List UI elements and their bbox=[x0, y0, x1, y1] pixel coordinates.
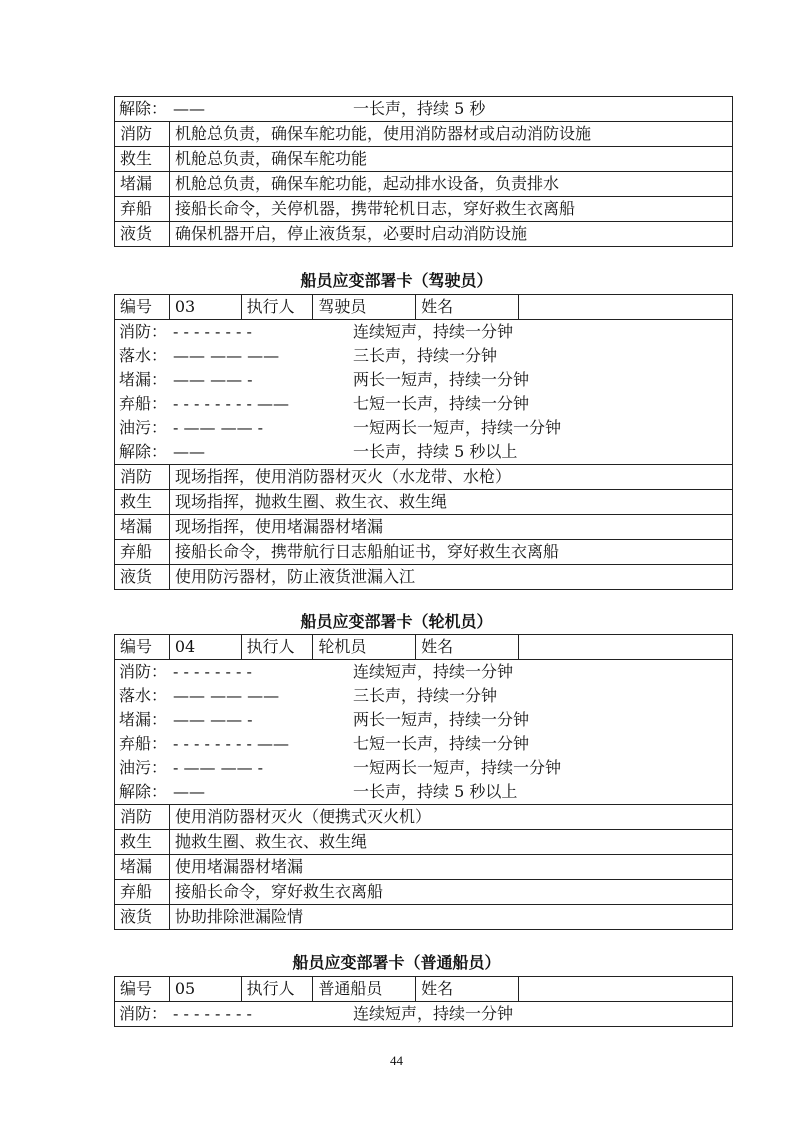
signal-label: 油污： bbox=[119, 758, 168, 777]
signal-pattern: —— —— —— bbox=[173, 686, 280, 705]
duty-label: 消防 bbox=[120, 467, 153, 486]
card-title: 船员应变部署卡（普通船员） bbox=[292, 953, 501, 972]
duty-label: 液货 bbox=[120, 224, 153, 243]
signal-pattern: —— bbox=[173, 782, 205, 801]
duty-label: 液货 bbox=[120, 567, 153, 586]
duty-label: 救生 bbox=[120, 832, 153, 851]
signal-pattern: —— bbox=[173, 442, 205, 461]
signal-description: 两长一短声，持续一分钟 bbox=[353, 370, 530, 389]
duty-label: 消防 bbox=[120, 807, 153, 826]
duty-row bbox=[115, 146, 732, 171]
duty-row bbox=[115, 196, 732, 221]
name-label: 姓名 bbox=[415, 977, 518, 1001]
duty-text: 接船长命令，携带航行日志船舶证书，穿好救生衣离船 bbox=[169, 540, 732, 564]
signal-description: 一长声，持续 5 秒以上 bbox=[353, 782, 518, 801]
card-header-row bbox=[115, 295, 732, 319]
duty-label: 消防 bbox=[120, 124, 153, 143]
duty-label: 液货 bbox=[120, 907, 153, 926]
signal-label: 油污： bbox=[119, 418, 168, 437]
duty-row bbox=[115, 464, 732, 489]
alarm-signal-block bbox=[115, 97, 732, 121]
duty-text: 现场指挥，使用消防器材灭火（水龙带、水枪） bbox=[169, 465, 732, 489]
card-header-row bbox=[115, 977, 732, 1001]
executor-value: 普通船员 bbox=[312, 977, 415, 1001]
signal-description: 七短一长声，持续一分钟 bbox=[353, 394, 530, 413]
duty-row bbox=[115, 121, 732, 146]
duty-label: 弃船 bbox=[120, 199, 153, 218]
signal-label: 解除： bbox=[119, 99, 168, 118]
duty-row bbox=[115, 804, 732, 829]
duty-text: 现场指挥，抛救生圈、救生衣、救生绳 bbox=[169, 490, 732, 514]
alarm-signal-line bbox=[115, 368, 732, 392]
duty-row bbox=[115, 514, 732, 539]
duty-row bbox=[115, 854, 732, 879]
name-label: 姓名 bbox=[415, 635, 518, 659]
duty-label: 堵漏 bbox=[120, 517, 153, 536]
duty-text: 接船长命令，关停机器，携带轮机日志，穿好救生衣离船 bbox=[169, 197, 732, 221]
duty-text: 机舱总负责，确保车舵功能 bbox=[169, 147, 732, 171]
card-title: 船员应变部署卡（轮机员） bbox=[300, 612, 493, 631]
executor-value: 驾驶员 bbox=[312, 295, 415, 319]
alarm-signal-line bbox=[115, 344, 732, 368]
card-title: 船员应变部署卡（驾驶员） bbox=[300, 271, 493, 290]
duty-text: 协助排除泄漏险情 bbox=[169, 905, 732, 929]
alarm-signal-line bbox=[115, 320, 732, 344]
duty-label: 弃船 bbox=[120, 882, 153, 901]
duty-label: 救生 bbox=[120, 149, 153, 168]
number-label: 编号 bbox=[120, 637, 153, 656]
executor-label: 执行人 bbox=[241, 977, 313, 1001]
duty-row bbox=[115, 539, 732, 564]
duty-label: 堵漏 bbox=[120, 857, 153, 876]
signal-description: 三长声，持续一分钟 bbox=[353, 346, 498, 365]
duty-row bbox=[115, 829, 732, 854]
duty-row bbox=[115, 171, 732, 196]
duty-text: 抛救生圈、救生衣、救生绳 bbox=[169, 830, 732, 854]
muster-card-table bbox=[114, 634, 733, 930]
signal-pattern: —— —— - bbox=[173, 710, 253, 729]
signal-pattern: —— —— - bbox=[173, 370, 253, 389]
signal-pattern: - - - - - - - - bbox=[173, 1004, 252, 1023]
alarm-signal-line bbox=[115, 1002, 732, 1026]
duty-text: 使用消防器材灭火（便携式灭火机） bbox=[169, 805, 732, 829]
duty-label: 救生 bbox=[120, 492, 153, 511]
card-header-row bbox=[115, 635, 732, 659]
signal-label: 落水： bbox=[119, 346, 168, 365]
signal-description: 连续短声，持续一分钟 bbox=[353, 322, 514, 341]
signal-pattern: - - - - - - - - —— bbox=[173, 734, 289, 753]
signal-label: 解除： bbox=[119, 782, 168, 801]
signal-pattern: - - - - - - - - bbox=[173, 662, 252, 681]
alarm-signal-line bbox=[115, 684, 732, 708]
signal-pattern: —— —— —— bbox=[173, 346, 280, 365]
duty-row bbox=[115, 221, 732, 246]
duty-text: 机舱总负责，确保车舵功能，起动排水设备，负责排水 bbox=[169, 172, 732, 196]
signal-pattern: —— bbox=[173, 99, 205, 118]
alarm-signal-line bbox=[115, 756, 732, 780]
alarm-signal-line bbox=[115, 660, 732, 684]
duty-row bbox=[115, 879, 732, 904]
page-number: 44 bbox=[390, 1053, 403, 1068]
signal-description: 两长一短声，持续一分钟 bbox=[353, 710, 530, 729]
name-value bbox=[518, 295, 732, 319]
duty-row bbox=[115, 489, 732, 514]
executor-label: 执行人 bbox=[241, 295, 313, 319]
signal-description: 连续短声，持续一分钟 bbox=[353, 1004, 514, 1023]
alarm-signal-line bbox=[115, 732, 732, 756]
signal-description: 七短一长声，持续一分钟 bbox=[353, 734, 530, 753]
alarm-signal-line bbox=[115, 392, 732, 416]
alarm-signal-line bbox=[115, 416, 732, 440]
alarm-signal-line bbox=[115, 780, 732, 804]
alarm-signal-block bbox=[115, 319, 732, 464]
signal-label: 堵漏： bbox=[119, 370, 168, 389]
duty-label: 弃船 bbox=[120, 542, 153, 561]
signal-label: 解除： bbox=[119, 442, 168, 461]
number-value: 05 bbox=[169, 977, 241, 1001]
number-label: 编号 bbox=[120, 979, 153, 998]
muster-card-table bbox=[114, 976, 733, 1027]
number-value: 04 bbox=[169, 635, 241, 659]
alarm-signal-block bbox=[115, 659, 732, 804]
signal-label: 弃船： bbox=[119, 394, 168, 413]
duty-text: 确保机器开启，停止液货泵，必要时启动消防设施 bbox=[169, 222, 732, 246]
signal-label: 堵漏： bbox=[119, 710, 168, 729]
signal-description: 连续短声，持续一分钟 bbox=[353, 662, 514, 681]
signal-label: 消防： bbox=[119, 662, 168, 681]
duty-row bbox=[115, 904, 732, 929]
number-label: 编号 bbox=[120, 297, 153, 316]
number-value: 03 bbox=[169, 295, 241, 319]
duty-row bbox=[115, 564, 732, 589]
signal-description: 三长声，持续一分钟 bbox=[353, 686, 498, 705]
alarm-signal-line bbox=[115, 97, 732, 121]
name-label: 姓名 bbox=[415, 295, 518, 319]
duty-text: 接船长命令，穿好救生衣离船 bbox=[169, 880, 732, 904]
executor-value: 轮机员 bbox=[312, 635, 415, 659]
duty-text: 使用防污器材，防止液货泄漏入江 bbox=[169, 565, 732, 589]
signal-description: 一长声，持续 5 秒 bbox=[353, 99, 486, 118]
signal-pattern: - —— —— - bbox=[173, 418, 264, 437]
executor-label: 执行人 bbox=[241, 635, 313, 659]
alarm-signal-line bbox=[115, 708, 732, 732]
signal-description: 一短两长一短声，持续一分钟 bbox=[353, 418, 562, 437]
alarm-signal-block bbox=[115, 1001, 732, 1026]
signal-description: 一短两长一短声，持续一分钟 bbox=[353, 758, 562, 777]
duty-text: 现场指挥，使用堵漏器材堵漏 bbox=[169, 515, 732, 539]
muster-card-table bbox=[114, 294, 733, 590]
muster-card-table bbox=[114, 96, 733, 247]
alarm-signal-line bbox=[115, 440, 732, 464]
duty-label: 堵漏 bbox=[120, 174, 153, 193]
signal-label: 落水： bbox=[119, 686, 168, 705]
signal-label: 消防： bbox=[119, 322, 168, 341]
duty-text: 使用堵漏器材堵漏 bbox=[169, 855, 732, 879]
signal-label: 消防： bbox=[119, 1004, 168, 1023]
signal-pattern: - - - - - - - - —— bbox=[173, 394, 289, 413]
name-value bbox=[518, 977, 732, 1001]
signal-label: 弃船： bbox=[119, 734, 168, 753]
signal-description: 一长声，持续 5 秒以上 bbox=[353, 442, 518, 461]
signal-pattern: - - - - - - - - bbox=[173, 322, 252, 341]
name-value bbox=[518, 635, 732, 659]
signal-pattern: - —— —— - bbox=[173, 758, 264, 777]
duty-text: 机舱总负责，确保车舵功能，使用消防器材或启动消防设施 bbox=[169, 122, 732, 146]
